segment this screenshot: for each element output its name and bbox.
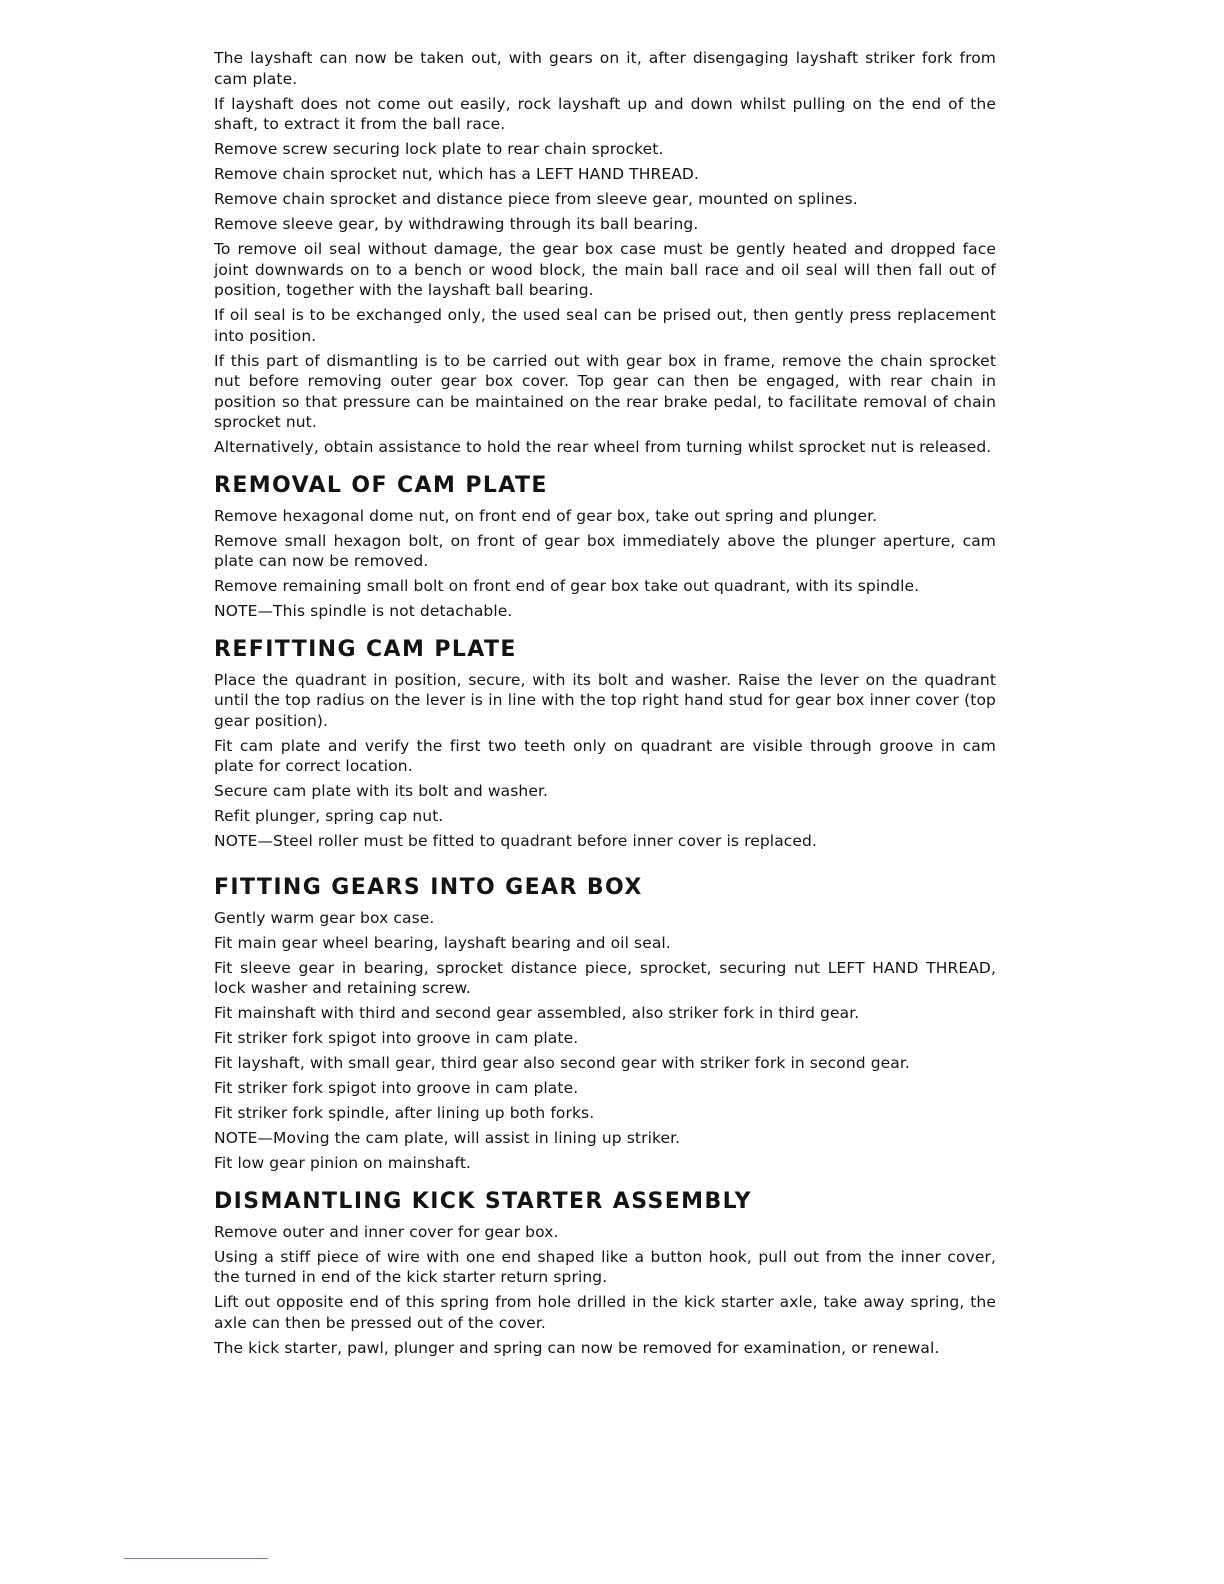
- section-removal-of-cam-plate: [214, 472, 996, 622]
- paragraph: Refit plunger, spring cap nut.: [214, 807, 444, 825]
- paragraph: To remove oil seal without damage, the gear box case must be gently heated and dropped face joint downwards on to a bench or wood block, the main ball race and oil seal will then fall out of position, together with the layshaft ball bearing.: [214, 240, 996, 299]
- paragraph: Remove sleeve gear, by withdrawing through its ball bearing.: [214, 215, 699, 233]
- paragraph: Remove remaining small bolt on front end of gear box take out quadrant, with its spindle.: [214, 577, 920, 595]
- footnote-divider: [124, 1558, 268, 1559]
- paragraph: Gently warm gear box case.: [214, 908, 435, 927]
- section-heading: REMOVAL OF CAM PLATE: [214, 472, 548, 498]
- note-paragraph: NOTE—This spindle is not detachable.: [214, 602, 513, 620]
- note-paragraph: NOTE—Steel roller must be fitted to quadrant before inner cover is replaced.: [214, 832, 818, 850]
- manual-page: [214, 48, 996, 1363]
- paragraph: Fit cam plate and verify the first two teeth only on quadrant are visible through groove in cam plate for correct location.: [214, 736, 996, 775]
- paragraph: Fit striker fork spigot into groove in cam plate.: [214, 1029, 579, 1047]
- paragraph: If oil seal is to be exchanged only, the used seal can be prised out, then gently press replacement into position.: [214, 306, 996, 345]
- section-fitting-gears-into-gear-box: [214, 874, 996, 1174]
- paragraph: Remove screw securing lock plate to rear chain sprocket.: [214, 140, 664, 158]
- paragraph: Fit mainshaft with third and second gear assembled, also striker fork in third gear.: [214, 1004, 860, 1022]
- section-heading: DISMANTLING KICK STARTER ASSEMBLY: [214, 1188, 752, 1214]
- paragraph: Lift out opposite end of this spring from hole drilled in the kick starter axle, take away spring, the axle can then be pressed out of the cover.: [214, 1293, 996, 1332]
- paragraph: If this part of dismantling is to be carried out with gear box in frame, remove the chain sprocket nut before removing outer gear box cover. Top gear can then be engaged, with rear chain in position so that pressure can be maintained on the rear brake pedal, to facilitate removal of chain sprocket nut.: [214, 351, 996, 431]
- paragraph: Fit low gear pinion on mainshaft.: [214, 1154, 472, 1172]
- paragraph: Remove hexagonal dome nut, on front end of gear box, take out spring and plunger.: [214, 506, 878, 525]
- section-heading: FITTING GEARS INTO GEAR BOX: [214, 874, 643, 900]
- paragraph: Fit main gear wheel bearing, layshaft bearing and oil seal.: [214, 933, 671, 952]
- section-dismantling-kick-starter-assembly: [214, 1188, 996, 1359]
- paragraph: Fit striker fork spigot into groove in cam plate.: [214, 1079, 579, 1097]
- paragraph: If layshaft does not come out easily, rock layshaft up and down whilst pulling on the end of the shaft, to extract it from the ball race.: [214, 94, 996, 133]
- paragraph: The kick starter, pawl, plunger and spring can now be removed for examination, or renewal.: [214, 1338, 940, 1357]
- paragraph: Fit striker fork spindle, after lining up both forks.: [214, 1104, 595, 1122]
- paragraph: Remove chain sprocket and distance piece from sleeve gear, mounted on splines.: [214, 190, 858, 208]
- paragraph: Place the quadrant in position, secure, with its bolt and washer. Raise the lever on the quadrant until the top radius on the lever is in line with the top right hand stud for gear box inner cover (top gear position).: [214, 670, 996, 730]
- note-paragraph: NOTE—Moving the cam plate, will assist in lining up striker.: [214, 1129, 681, 1147]
- paragraph: Fit sleeve gear in bearing, sprocket distance piece, sprocket, securing nut LEFT HAND THREAD, lock washer and retaining screw.: [214, 958, 996, 997]
- paragraph: Remove outer and inner cover for gear box.: [214, 1222, 559, 1241]
- section-refitting-cam-plate: [214, 636, 996, 852]
- paragraph: The layshaft can now be taken out, with gears on it, after disengaging layshaft striker fork from cam plate.: [214, 49, 996, 88]
- paragraph: Remove small hexagon bolt, on front of gear box immediately above the plunger aperture, cam plate can now be removed.: [214, 531, 996, 570]
- section-heading: REFITTING CAM PLATE: [214, 636, 517, 662]
- paragraph: Remove chain sprocket nut, which has a LEFT HAND THREAD.: [214, 165, 699, 183]
- paragraph: Secure cam plate with its bolt and washer.: [214, 782, 549, 800]
- paragraph: Alternatively, obtain assistance to hold the rear wheel from turning whilst sprocket nut is released.: [214, 438, 992, 456]
- paragraph: Fit layshaft, with small gear, third gear also second gear with striker fork in second gear.: [214, 1054, 910, 1072]
- paragraph: Using a stiff piece of wire with one end shaped like a button hook, pull out from the inner cover, the turned in end of the kick starter return spring.: [214, 1247, 996, 1286]
